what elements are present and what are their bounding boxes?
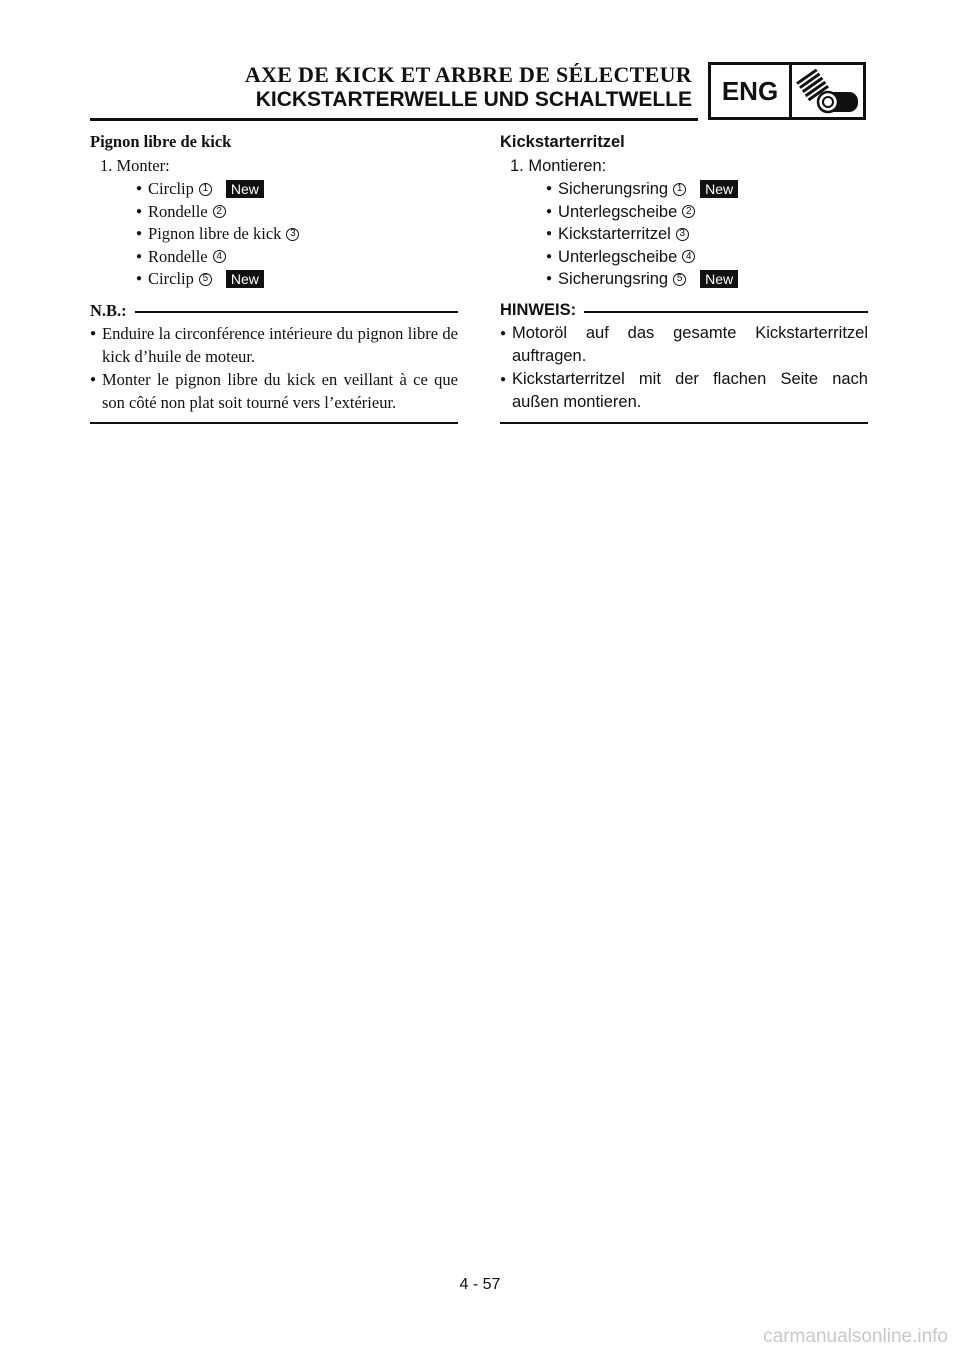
part-number: 4 bbox=[213, 250, 226, 263]
bullet-icon: ● bbox=[136, 273, 143, 284]
section-code: ENG bbox=[711, 65, 792, 117]
note-item: ● Kickstarterritzel mit der flachen Seite nach außen montieren. bbox=[500, 368, 868, 414]
bullet-icon: ● bbox=[500, 373, 507, 385]
bullet-icon: ● bbox=[546, 183, 553, 194]
note-rule bbox=[135, 311, 458, 313]
new-badge: New bbox=[700, 180, 738, 198]
german-column bbox=[500, 130, 868, 424]
note-label: N.B.: bbox=[90, 300, 127, 320]
note-label: HINWEIS: bbox=[500, 301, 577, 319]
header-title-de: KICKSTARTERWELLE UND SCHALTWELLE bbox=[255, 88, 692, 111]
bullet-icon: ● bbox=[90, 373, 97, 385]
part-number: 3 bbox=[286, 228, 299, 241]
list-item: ● Unterlegscheibe 4 bbox=[546, 246, 868, 269]
note-item: ● Enduire la circonférence intérieure du pignon libre de kick d’huile de moteur. bbox=[90, 323, 458, 366]
note-list bbox=[90, 322, 458, 414]
parts-list-fr bbox=[90, 178, 458, 291]
list-item: ● Unterlegscheibe 2 bbox=[546, 201, 868, 224]
note-box-de bbox=[500, 300, 868, 424]
list-item: ● Sicherungsring 1 New bbox=[546, 178, 868, 201]
section-title-fr: Pignon libre de kick bbox=[90, 132, 232, 151]
page-header bbox=[0, 0, 960, 130]
engine-icon bbox=[792, 65, 863, 117]
note-item: ● Monter le pignon libre du kick en veillant à ce que son côté non plat soit tourné vers l’extérieur. bbox=[90, 369, 458, 412]
note-header bbox=[500, 300, 868, 322]
part-number: 5 bbox=[199, 273, 212, 286]
note-footer-rule bbox=[90, 422, 458, 424]
bullet-icon: ● bbox=[136, 250, 143, 262]
step-de: 1. Montieren: bbox=[510, 157, 607, 175]
list-item: ● Circlip 1 New bbox=[136, 178, 458, 201]
part-number: 3 bbox=[676, 228, 689, 241]
page-number: 4 - 57 bbox=[459, 1276, 501, 1293]
parts-list-de bbox=[500, 178, 868, 291]
bullet-icon: ● bbox=[136, 205, 143, 217]
bullet-icon: ● bbox=[90, 327, 97, 339]
section-title-de: Kickstarterritzel bbox=[500, 133, 625, 151]
watermark: carmanualsonline.info bbox=[763, 1326, 948, 1347]
part-number: 5 bbox=[673, 273, 686, 286]
bullet-icon: ● bbox=[546, 250, 553, 262]
list-item: ● Sicherungsring 5 New bbox=[546, 268, 868, 291]
bullet-icon: ● bbox=[546, 205, 553, 217]
part-number: 1 bbox=[673, 183, 686, 196]
note-footer-rule bbox=[500, 422, 868, 424]
part-number: 1 bbox=[199, 183, 212, 196]
list-item: ● Rondelle 2 bbox=[136, 201, 458, 224]
note-box-fr bbox=[90, 300, 458, 424]
part-number: 2 bbox=[682, 205, 695, 218]
header-rule bbox=[90, 118, 698, 121]
bullet-icon: ● bbox=[500, 327, 507, 339]
step-fr: 1. Monter: bbox=[100, 156, 170, 175]
new-badge: New bbox=[700, 270, 738, 288]
part-number: 4 bbox=[682, 250, 695, 263]
bullet-icon: ● bbox=[136, 228, 143, 239]
bullet-icon: ● bbox=[546, 273, 553, 284]
note-item: ● Motoröl auf das gesamte Kickstarterritzel auftragen. bbox=[500, 322, 868, 368]
note-rule bbox=[584, 311, 868, 313]
list-item: ● Circlip 5 New bbox=[136, 268, 458, 291]
list-item: ● Rondelle 4 bbox=[136, 246, 458, 269]
list-item: ● Pignon libre de kick 3 bbox=[136, 223, 458, 246]
section-badge bbox=[708, 62, 866, 120]
new-badge: New bbox=[226, 270, 264, 288]
note-list bbox=[500, 322, 868, 414]
french-column bbox=[90, 130, 458, 424]
list-item: ● Kickstarterritzel 3 bbox=[546, 223, 868, 246]
new-badge: New bbox=[226, 180, 264, 198]
bullet-icon: ● bbox=[546, 228, 553, 239]
header-title-fr: AXE DE KICK ET ARBRE DE SÉLECTEUR bbox=[244, 62, 692, 87]
part-number: 2 bbox=[213, 205, 226, 218]
bullet-icon: ● bbox=[136, 183, 143, 194]
note-header bbox=[90, 300, 458, 322]
